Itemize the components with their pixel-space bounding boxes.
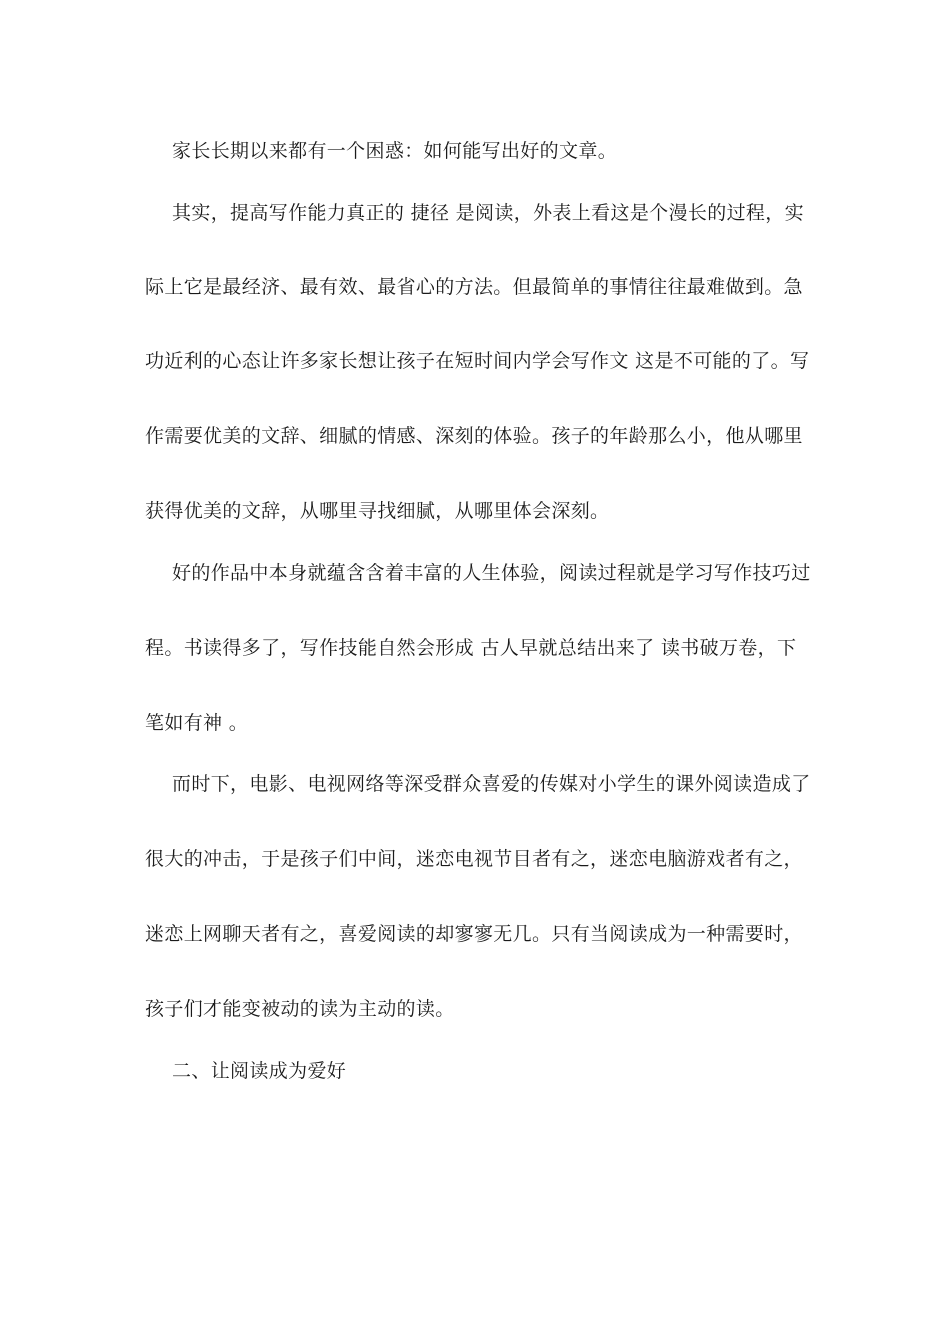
paragraph-4-line-3: 迷恋上网聊天者有之，喜爱阅读的却寥寥无几。只有当阅读成为一种需要时， [145,923,803,945]
paragraph-2-line-3: 功近利的心态让许多家长想让孩子在短时间内学会写作文 这是不可能的了。写 [145,350,810,372]
paragraph-3-line-2: 程。书读得多了，写作技能自然会形成 古人早就总结出来了 读书破万卷，下 [145,637,797,659]
paragraph-4-line-1: 而时下，电影、电视网络等深受群众喜爱的传媒对小学生的课外阅读造成了 [172,773,811,795]
paragraph-4-line-2: 很大的冲击，于是孩子们中间，迷恋电视节目者有之，迷恋电脑游戏者有之， [145,848,803,870]
paragraph-2-line-2: 际上它是最经济、最有效、最省心的方法。但最简单的事情往往最难做到。急 [145,276,803,298]
paragraph-3-line-1: 好的作品中本身就蕴含含着丰富的人生体验，阅读过程就是学习写作技巧过 [172,562,811,584]
paragraph-1-line-1: 家长长期以来都有一个困惑：如何能写出好的文章。 [172,140,618,162]
paragraph-4-line-4: 孩子们才能变被动的读为主动的读。 [145,998,455,1020]
section-heading: 二、让阅读成为爱好 [172,1060,347,1082]
paragraph-2-line-4: 作需要优美的文辞、细腻的情感、深刻的体验。孩子的年龄那么小，他从哪里 [145,425,803,447]
paragraph-2-line-5: 获得优美的文辞，从哪里寻找细腻，从哪里体会深刻。 [145,500,610,522]
paragraph-3-line-3: 笔如有神 。 [145,712,249,734]
paragraph-2-line-1: 其实，提高写作能力真正的 捷径 是阅读，外表上看这是个漫长的过程，实 [172,202,804,224]
